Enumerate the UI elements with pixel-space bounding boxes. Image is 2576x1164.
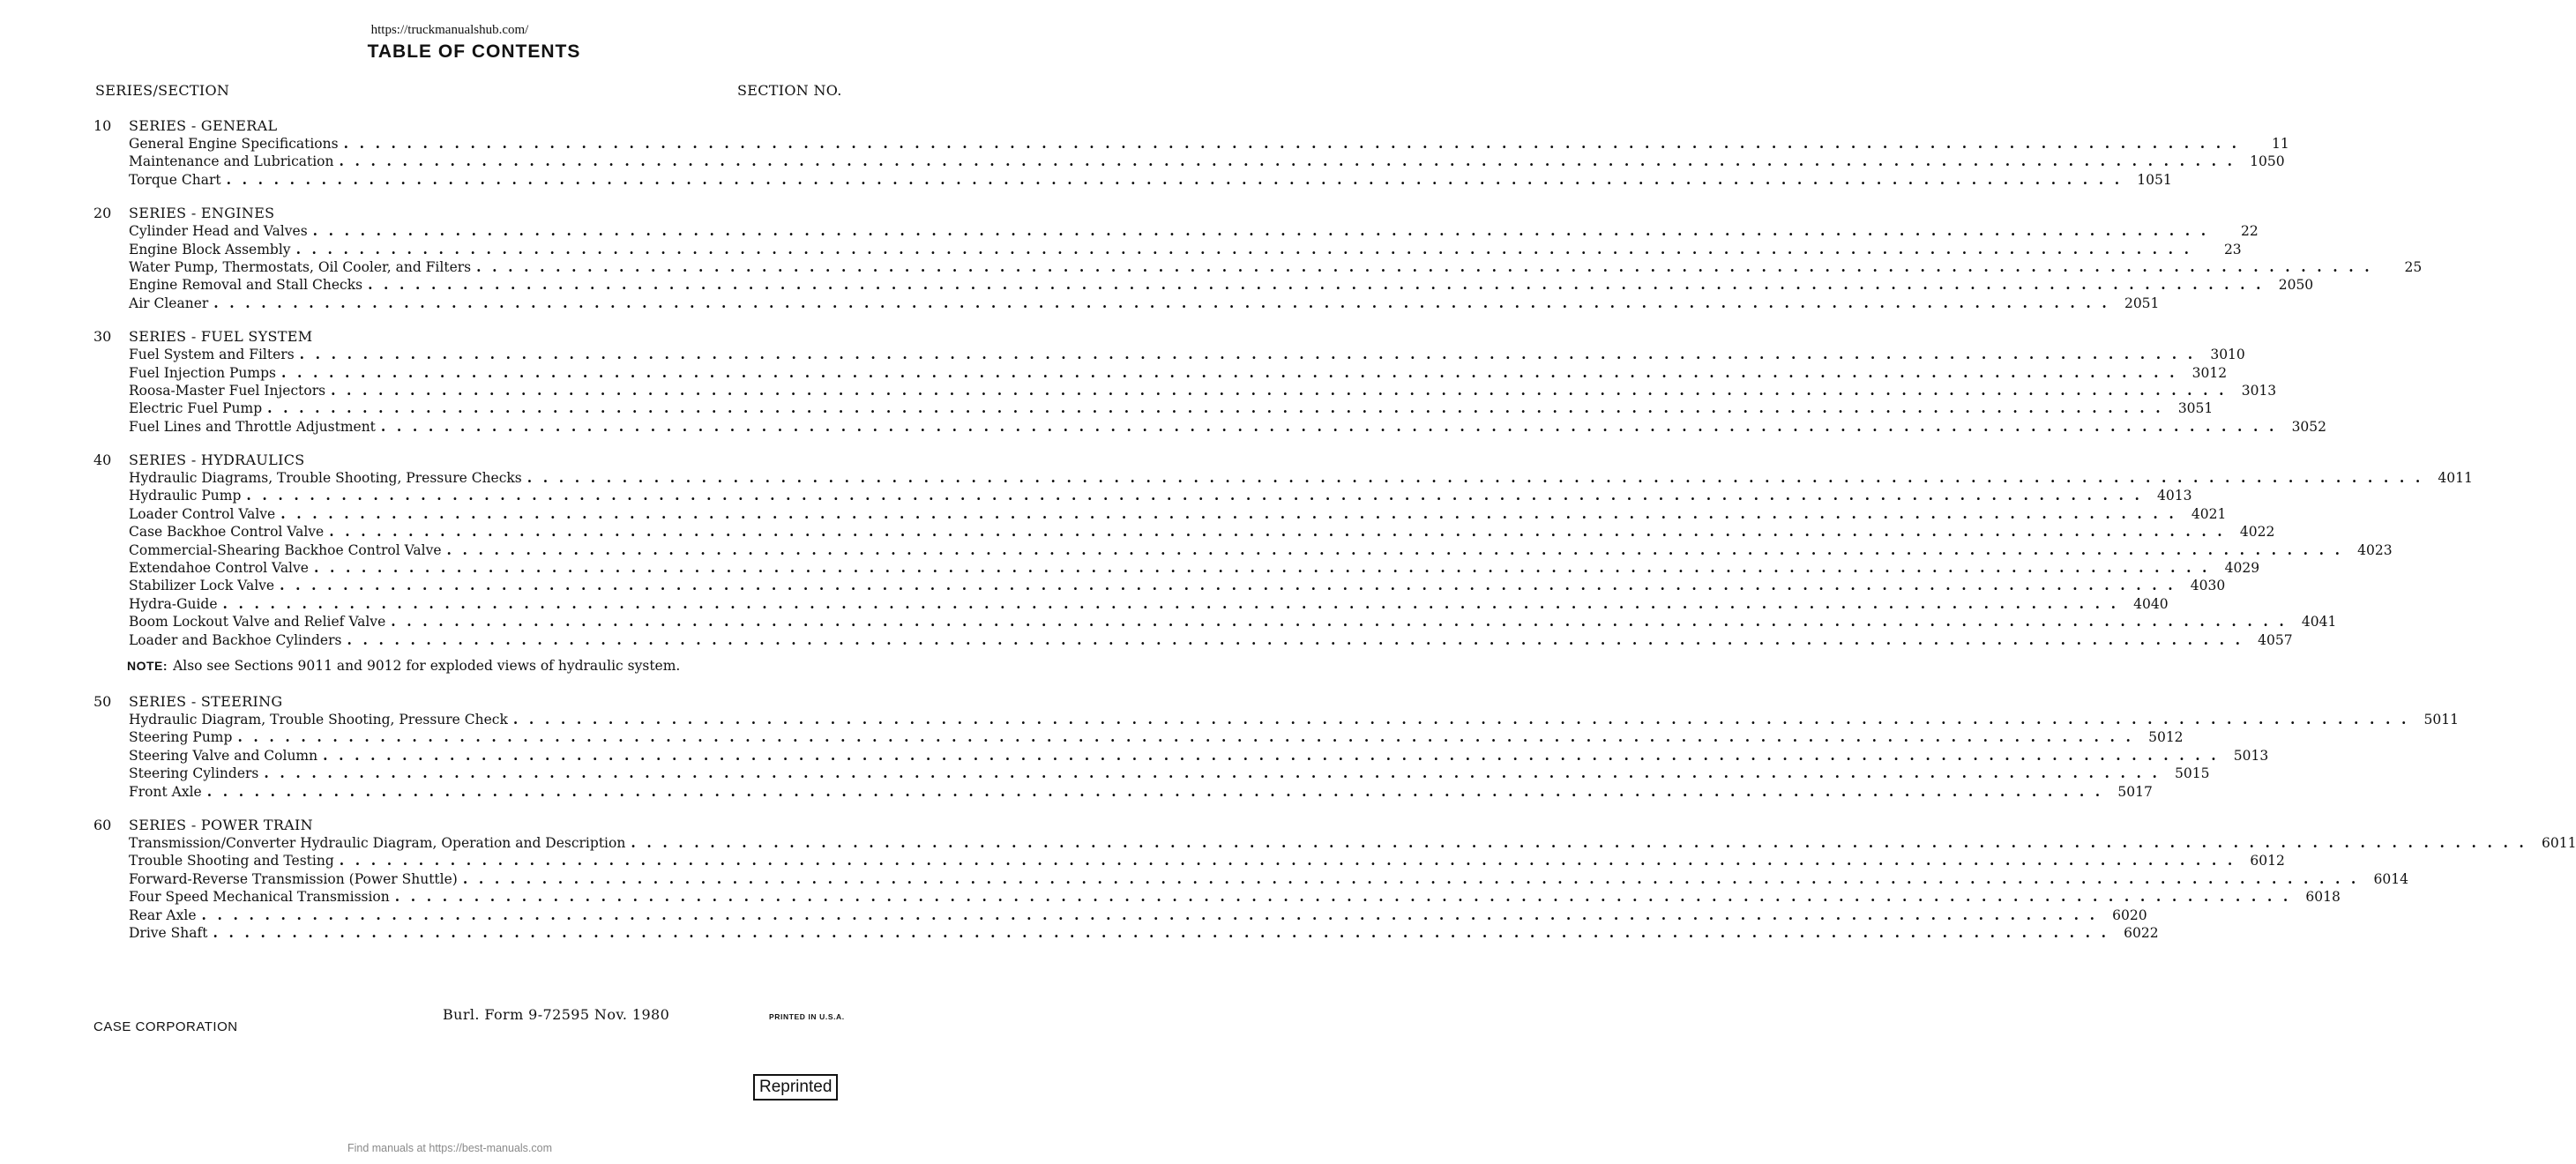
toc-list (93, 117, 2576, 958)
toc-entry-title: Four Speed Mechanical Transmission (129, 889, 390, 906)
series-heading (93, 205, 850, 222)
series-heading (93, 117, 850, 135)
dot-leader: . . . . . . . . . . . . . . . . . . . . . . . . . . . . . . . . . . . . . . . . . . . . . . . . . . . . . . . . . . . . . . . . . . . . . . . . . . . . . . . . . . . . . . . . . . . . . . . . . . . . . . . . . . . . . . . . . . . . . . . . (476, 257, 2373, 275)
toc-entry-title: Torque Chart (129, 171, 221, 188)
toc-entry (129, 833, 2576, 852)
toc-entry-title: Forward-Reverse Transmission (Power Shuttle) (129, 870, 458, 887)
dot-leader: . . . . . . . . . . . . . . . . . . . . . . . . . . . . . . . . . . . . . . . . . . . . . . . . . . . . . . . . . . . . . . . . . . . . . . . . . . . . . . . . . . . . . . . . . . . . . . . . . . . . . . . . . . . . . . . . . . . . . . . . (512, 710, 2409, 728)
toc-entry (129, 523, 2275, 541)
toc-entry-section-number: 4011 (2438, 470, 2473, 487)
dot-leader: . . . . . . . . . . . . . . . . . . . . . . . . . . . . . . . . . . . . . . . . . . . . . . . . . . . . . . . . . . . . . . . . . . . . . . . . . . . . . . . . . . . . . . . . . . . . . . . . . . . . . . . . . . . . . . . . . . . . . . . . (313, 559, 2211, 577)
series-title: SERIES - FUEL SYSTEM (129, 328, 313, 346)
series-title: SERIES - GENERAL (129, 117, 278, 134)
toc-entry-section-number: 4057 (2258, 631, 2293, 648)
toc-entry-title: Hydraulic Pump (129, 488, 242, 504)
toc-entry-section-number: 3051 (2177, 400, 2214, 417)
dot-leader: . . . . . . . . . . . . . . . . . . . . . . . . . . . . . . . . . . . . . . . . . . . . . . . . . . . . . . . . . . . . . . . . . . . . . . . . . . . . . . . . . . . . . . . . . . . . . . . . . . . . . . . . . . . . . . . . . . . . . . . . (295, 240, 2192, 257)
reprinted-stamp: Reprinted (753, 1074, 838, 1101)
toc-entry-section-number: 2051 (2124, 295, 2160, 311)
dot-leader: . . . . . . . . . . . . . . . . . . . . . . . . . . . . . . . . . . . . . . . . . . . . . . . . . . . . . . . . . . . . . . . . . . . . . . . . . . . . . . . . . . . . . . . . . . . . . . . . . . . . . . . . . . . . . . . . . . . . . . . . (323, 746, 2220, 764)
toc-entry-section-number: 4013 (2157, 488, 2192, 504)
dot-leader: . . . . . . . . . . . . . . . . . . . . . . . . . . . . . . . . . . . . . . . . . . . . . . . . . . . . . . . . . . . . . . . . . . . . . . . . . . . . . . . . . . . . . . . . . . . . . . . . . . . . . . . . . . . . . . . . . . . . . . . . (299, 346, 2196, 363)
toc-entry (129, 399, 2214, 417)
toc-entry (129, 257, 2423, 276)
toc-entry-title: Extendahoe Control Valve (129, 560, 309, 577)
toc-entry-title: Transmission/Converter Hydraulic Diagram, Operation and Description (129, 834, 626, 851)
series-number: 40 (93, 451, 112, 469)
toc-entry-section-number: 6011 (2541, 834, 2576, 851)
toc-entry (129, 417, 2327, 436)
dot-leader: . . . . . . . . . . . . . . . . . . . . . . . . . . . . . . . . . . . . . . . . . . . . . . . . . . . . . . . . . . . . . . . . . . . . . . . . . . . . . . . . . . . . . . . . . . . . . . . . . . . . . . . . . . . . . . . . . . . . . . . . (280, 504, 2177, 522)
dot-leader: . . . . . . . . . . . . . . . . . . . . . . . . . . . . . . . . . . . . . . . . . . . . . . . . . . . . . . . . . . . . . . . . . . . . . . . . . . . . . . . . . . . . . . . . . . . . . . . . . . . . . . . . . . . . . . . . . . . . . . . . (213, 923, 2109, 941)
toc-series-20 (93, 205, 2423, 312)
toc-entry (129, 728, 2184, 746)
toc-entry (129, 869, 2408, 888)
toc-entry-title: Cylinder Head and Valves (129, 223, 308, 240)
toc-entry-title: Engine Removal and Stall Checks (129, 277, 363, 294)
toc-entry-section-number: 6012 (2250, 853, 2285, 869)
toc-entry-section-number: 1050 (2250, 153, 2285, 170)
dot-leader: . . . . . . . . . . . . . . . . . . . . . . . . . . . . . . . . . . . . . . . . . . . . . . . . . . . . . . . . . . . . . . . . . . . . . . . . . . . . . . . . . . . . . . . . . . . . . . . . . . . . . . . . . . . . . . . . . . . . . . . . (213, 294, 2110, 311)
toc-entry-section-number: 22 (2241, 223, 2259, 240)
toc-entry-title: Fuel Injection Pumps (129, 364, 276, 381)
toc-entry (129, 363, 2228, 382)
toc-entry-section-number: 6018 (2305, 889, 2341, 906)
series-heading (93, 693, 850, 711)
column-header-section-no: SECTION NO. (737, 82, 842, 99)
toc-entry (129, 222, 2259, 240)
toc-entry (129, 559, 2260, 577)
dot-leader: . . . . . . . . . . . . . . . . . . . . . . . . . . . . . . . . . . . . . . . . . . . . . . . . . . . . . . . . . . . . . . . . . . . . . . . . . . . . . . . . . . . . . . . . . . . . . . . . . . . . . . . . . . . . . . . . . . . . . . . . (631, 833, 2527, 851)
toc-entry-section-number: 25 (2404, 258, 2423, 275)
dot-leader: . . . . . . . . . . . . . . . . . . . . . . . . . . . . . . . . . . . . . . . . . . . . . . . . . . . . . . . . . . . . . . . . . . . . . . . . . . . . . . . . . . . . . . . . . . . . . . . . . . . . . . . . . . . . . . . . . . . . . . . . (368, 276, 2265, 294)
dot-leader: . . . . . . . . . . . . . . . . . . . . . . . . . . . . . . . . . . . . . . . . . . . . . . . . . . . . . . . . . . . . . . . . . . . . . . . . . . . . . . . . . . . . . . . . . . . . . . . . . . . . . . . . . . . . . . . . . . . . . . . . (380, 417, 2278, 435)
toc-entry-section-number: 4023 (2357, 541, 2393, 558)
toc-entry-title: Trouble Shooting and Testing (129, 853, 334, 869)
dot-leader: . . . . . . . . . . . . . . . . . . . . . . . . . . . . . . . . . . . . . . . . . . . . . . . . . . . . . . . . . . . . . . . . . . . . . . . . . . . . . . . . . . . . . . . . . . . . . . . . . . . . . . . . . . . . . . . . . . . . . . . . (222, 594, 2119, 612)
dot-leader: . . . . . . . . . . . . . . . . . . . . . . . . . . . . . . . . . . . . . . . . . . . . . . . . . . . . . . . . . . . . . . . . . . . . . . . . . . . . . . . . . . . . . . . . . . . . . . . . . . . . . . . . . . . . . . . . . . . . . . . . (264, 765, 2161, 782)
toc-entry-section-number: 23 (2223, 241, 2242, 257)
dot-leader: . . . . . . . . . . . . . . . . . . . . . . . . . . . . . . . . . . . . . . . . . . . . . . . . . . . . . . . . . . . . . . . . . . . . . . . . . . . . . . . . . . . . . . . . . . . . . . . . . . . . . . . . . . . . . . . . . . . . . . . . (312, 222, 2209, 240)
toc-entry-title: Loader Control Valve (129, 505, 276, 522)
toc-entry-section-number: 5015 (2175, 765, 2210, 782)
toc-entry-section-number: 5017 (2117, 783, 2153, 800)
dot-leader: . . . . . . . . . . . . . . . . . . . . . . . . . . . . . . . . . . . . . . . . . . . . . . . . . . . . . . . . . . . . . . . . . . . . . . . . . . . . . . . . . . . . . . . . . . . . . . . . . . . . . . . . . . . . . . . . . . . . . . . . (201, 906, 2098, 923)
toc-entry (129, 294, 2160, 312)
toc-entry-title: General Engine Specifications (129, 136, 339, 152)
toc-entry (129, 346, 2245, 363)
toc-entry (129, 153, 2285, 170)
dot-leader: . . . . . . . . . . . . . . . . . . . . . . . . . . . . . . . . . . . . . . . . . . . . . . . . . . . . . . . . . . . . . . . . . . . . . . . . . . . . . . . . . . . . . . . . . . . . . . . . . . . . . . . . . . . . . . . . . . . . . . . . (267, 399, 2164, 417)
series-heading (93, 817, 850, 834)
toc-entry (129, 170, 2172, 189)
toc-entry-section-number: 6020 (2112, 907, 2147, 923)
toc-entry-title: Fuel Lines and Throttle Adjustment (129, 418, 376, 435)
toc-entry-title: Stabilizer Lock Valve (129, 578, 275, 594)
toc-entry-title: Engine Block Assembly (129, 241, 291, 257)
series-number: 10 (93, 117, 112, 134)
toc-entry-section-number: 3010 (2210, 347, 2245, 363)
toc-entry-section-number: 4040 (2133, 595, 2169, 612)
toc-entry-section-number: 11 (2271, 136, 2289, 152)
toc-entry (129, 906, 2147, 924)
dot-leader: . . . . . . . . . . . . . . . . . . . . . . . . . . . . . . . . . . . . . . . . . . . . . . . . . . . . . . . . . . . . . . . . . . . . . . . . . . . . . . . . . . . . . . . . . . . . . . . . . . . . . . . . . . . . . . . . . . . . . . . . (206, 782, 2103, 800)
toc-entry (129, 852, 2285, 869)
toc-entry (129, 613, 2337, 630)
dot-leader: . . . . . . . . . . . . . . . . . . . . . . . . . . . . . . . . . . . . . . . . . . . . . . . . . . . . . . . . . . . . . . . . . . . . . . . . . . . . . . . . . . . . . . . . . . . . . . . . . . . . . . . . . . . . . . . . . . . . . . . . (347, 630, 2244, 648)
toc-entry-title: Fuel System and Filters (129, 347, 295, 363)
toc-entry-title: Boom Lockout Valve and Relief Valve (129, 614, 386, 630)
toc-entry (129, 765, 2210, 782)
dot-leader: . . . . . . . . . . . . . . . . . . . . . . . . . . . . . . . . . . . . . . . . . . . . . . . . . . . . . . . . . . . . . . . . . . . . . . . . . . . . . . . . . . . . . . . . . . . . . . . . . . . . . . . . . . . . . . . . . . . . . . . . (446, 541, 2343, 558)
form-number: Burl. Form 9-72595 Nov. 1980 (443, 1006, 670, 1023)
toc-entry-title: Roosa-Master Fuel Injectors (129, 382, 326, 399)
company-name: CASE CORPORATION (93, 1019, 238, 1034)
dot-leader: . . . . . . . . . . . . . . . . . . . . . . . . . . . . . . . . . . . . . . . . . . . . . . . . . . . . . . . . . . . . . . . . . . . . . . . . . . . . . . . . . . . . . . . . . . . . . . . . . . . . . . . . . . . . . . . . . . . . . . . . (246, 487, 2143, 504)
toc-entry (129, 469, 2473, 487)
toc-entry-section-number: 4041 (2301, 614, 2337, 630)
toc-entry-title: Maintenance and Lubrication (129, 153, 334, 170)
toc-entry-section-number: 5011 (2423, 711, 2459, 728)
series-title: SERIES - POWER TRAIN (129, 816, 313, 833)
dot-leader: . . . . . . . . . . . . . . . . . . . . . . . . . . . . . . . . . . . . . . . . . . . . . . . . . . . . . . . . . . . . . . . . . . . . . . . . . . . . . . . . . . . . . . . . . . . . . . . . . . . . . . . . . . . . . . . . . . . . . . . . (280, 577, 2177, 594)
series-heading (93, 328, 850, 346)
series-title: SERIES - ENGINES (129, 205, 275, 222)
toc-entry-title: Water Pump, Thermostats, Oil Cooler, and Filters (129, 258, 472, 275)
series-title: SERIES - HYDRAULICS (129, 451, 305, 469)
toc-entry (129, 541, 2393, 559)
dot-leader: . . . . . . . . . . . . . . . . . . . . . . . . . . . . . . . . . . . . . . . . . . . . . . . . . . . . . . . . . . . . . . . . . . . . . . . . . . . . . . . . . . . . . . . . . . . . . . . . . . . . . . . . . . . . . . . . . . . . . . . . (280, 363, 2178, 381)
toc-entry-section-number: 2050 (2278, 277, 2314, 294)
dot-leader: . . . . . . . . . . . . . . . . . . . . . . . . . . . . . . . . . . . . . . . . . . . . . . . . . . . . . . . . . . . . . . . . . . . . . . . . . . . . . . . . . . . . . . . . . . . . . . . . . . . . . . . . . . . . . . . . . . . . . . . . (394, 888, 2291, 906)
toc-entry (129, 782, 2153, 801)
dot-leader: . . . . . . . . . . . . . . . . . . . . . . . . . . . . . . . . . . . . . . . . . . . . . . . . . . . . . . . . . . . . . . . . . . . . . . . . . . . . . . . . . . . . . . . . . . . . . . . . . . . . . . . . . . . . . . . . . . . . . . . . (331, 381, 2228, 399)
toc-entry-title: Steering Valve and Column (129, 747, 318, 764)
toc-entry (129, 888, 2341, 906)
dot-leader: . . . . . . . . . . . . . . . . . . . . . . . . . . . . . . . . . . . . . . . . . . . . . . . . . . . . . . . . . . . . . . . . . . . . . . . . . . . . . . . . . . . . . . . . . . . . . . . . . . . . . . . . . . . . . . . . . . . . . . . . (526, 469, 2423, 487)
printed-in-usa: PRINTED IN U.S.A. (769, 1012, 845, 1021)
toc-entry-section-number: 6022 (2124, 924, 2159, 941)
toc-series-40 (93, 451, 2473, 649)
dot-leader: . . . . . . . . . . . . . . . . . . . . . . . . . . . . . . . . . . . . . . . . . . . . . . . . . . . . . . . . . . . . . . . . . . . . . . . . . . . . . . . . . . . . . . . . . . . . . . . . . . . . . . . . . . . . . . . . . . . . . . . . (329, 523, 2226, 541)
toc-entry (129, 381, 2277, 399)
toc-entry-title: Steering Cylinders (129, 765, 259, 782)
toc-entry (129, 594, 2169, 613)
series-number: 50 (93, 692, 112, 710)
toc-entry-section-number: 6014 (2373, 870, 2408, 887)
toc-entry (129, 746, 2269, 765)
bottom-url: Find manuals at https://best-manuals.com (347, 1142, 553, 1154)
column-header-series: SERIES/SECTION (95, 82, 230, 99)
toc-entry-section-number: 1051 (2137, 171, 2172, 188)
toc-entry-title: Loader and Backhoe Cylinders (129, 631, 342, 648)
toc-entry (129, 923, 2159, 942)
toc-entry (129, 487, 2192, 504)
toc-series-50 (93, 692, 2459, 801)
note-label: NOTE: (127, 658, 168, 673)
toc-entry-section-number: 5012 (2148, 729, 2184, 746)
toc-entry-section-number: 3013 (2241, 382, 2277, 399)
toc-entry-title: Hydraulic Diagram, Trouble Shooting, Pressure Check (129, 711, 508, 728)
note-text: Also see Sections 9011 and 9012 for exploded views of hydraulic system. (173, 657, 681, 674)
series-heading (93, 451, 850, 469)
series-number: 30 (93, 328, 112, 346)
toc-entry (129, 276, 2314, 294)
toc-entry-title: Hydra-Guide (129, 595, 218, 612)
toc-entry-title: Hydraulic Diagrams, Trouble Shooting, Pressure Checks (129, 470, 522, 487)
toc-entry-section-number: 3052 (2291, 418, 2327, 435)
toc-entry-title: Drive Shaft (129, 924, 208, 941)
toc-entry (129, 630, 2293, 649)
toc-series-10 (93, 117, 2289, 189)
dot-leader: . . . . . . . . . . . . . . . . . . . . . . . . . . . . . . . . . . . . . . . . . . . . . . . . . . . . . . . . . . . . . . . . . . . . . . . . . . . . . . . . . . . . . . . . . . . . . . . . . . . . . . . . . . . . . . . . . . . . . . . . (226, 170, 2123, 188)
toc-entry (129, 240, 2242, 258)
dot-leader: . . . . . . . . . . . . . . . . . . . . . . . . . . . . . . . . . . . . . . . . . . . . . . . . . . . . . . . . . . . . . . . . . . . . . . . . . . . . . . . . . . . . . . . . . . . . . . . . . . . . . . . . . . . . . . . . . . . . . . . . (339, 852, 2236, 869)
toc-entry (129, 135, 2289, 153)
toc-entry-section-number: 5013 (2233, 747, 2269, 764)
toc-series-30 (93, 328, 2327, 436)
toc-entry-section-number: 3012 (2191, 364, 2228, 381)
toc-entry-title: Case Backhoe Control Valve (129, 524, 325, 541)
toc-entry-section-number: 4022 (2239, 524, 2275, 541)
toc-entry-section-number: 4030 (2190, 578, 2226, 594)
top-url: https://truckmanualshub.com/ (370, 23, 529, 37)
toc-entry (129, 577, 2226, 594)
toc-entry (129, 504, 2227, 523)
toc-entry-title: Air Cleaner (129, 295, 209, 311)
toc-entry-title: Rear Axle (129, 907, 197, 923)
toc-entry-title: Electric Fuel Pump (129, 400, 263, 417)
series-title: SERIES - STEERING (129, 692, 283, 710)
toc-series-60 (93, 816, 2576, 942)
dot-leader: . . . . . . . . . . . . . . . . . . . . . . . . . . . . . . . . . . . . . . . . . . . . . . . . . . . . . . . . . . . . . . . . . . . . . . . . . . . . . . . . . . . . . . . . . . . . . . . . . . . . . . . . . . . . . . . . . . . . . . . . (237, 728, 2134, 746)
toc-entry-section-number: 4029 (2224, 560, 2260, 577)
dot-leader: . . . . . . . . . . . . . . . . . . . . . . . . . . . . . . . . . . . . . . . . . . . . . . . . . . . . . . . . . . . . . . . . . . . . . . . . . . . . . . . . . . . . . . . . . . . . . . . . . . . . . . . . . . . . . . . . . . . . . . . . (391, 613, 2288, 630)
series-number: 20 (93, 205, 112, 222)
toc-entry-title: Steering Pump (129, 729, 233, 746)
toc-entry-section-number: 4021 (2191, 505, 2227, 522)
toc-entry (129, 710, 2459, 728)
dot-leader: . . . . . . . . . . . . . . . . . . . . . . . . . . . . . . . . . . . . . . . . . . . . . . . . . . . . . . . . . . . . . . . . . . . . . . . . . . . . . . . . . . . . . . . . . . . . . . . . . . . . . . . . . . . . . . . . . . . . . . . . (343, 135, 2240, 152)
toc-entry-title: Commercial-Shearing Backhoe Control Valve (129, 541, 442, 558)
series-number: 60 (93, 816, 112, 833)
dot-leader: . . . . . . . . . . . . . . . . . . . . . . . . . . . . . . . . . . . . . . . . . . . . . . . . . . . . . . . . . . . . . . . . . . . . . . . . . . . . . . . . . . . . . . . . . . . . . . . . . . . . . . . . . . . . . . . . . . . . . . . . (462, 869, 2359, 887)
dot-leader: . . . . . . . . . . . . . . . . . . . . . . . . . . . . . . . . . . . . . . . . . . . . . . . . . . . . . . . . . . . . . . . . . . . . . . . . . . . . . . . . . . . . . . . . . . . . . . . . . . . . . . . . . . . . . . . . . . . . . . . . (339, 153, 2236, 170)
hydraulics-note (127, 658, 850, 674)
toc-entry-title: Front Axle (129, 783, 202, 800)
page-title: TABLE OF CONTENTS (367, 41, 581, 62)
